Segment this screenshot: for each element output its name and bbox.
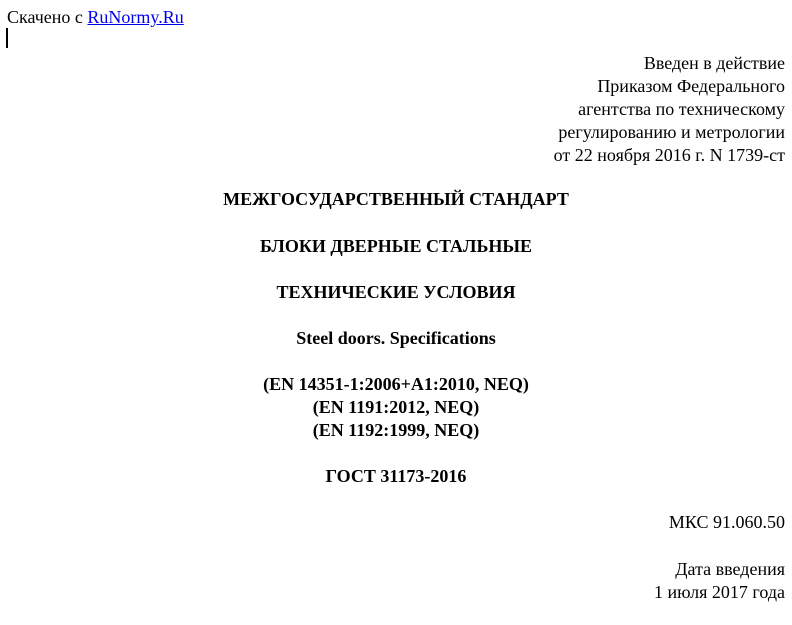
reference-line: (EN 1192:1999, NEQ) — [312, 420, 480, 440]
text-cursor — [6, 28, 8, 48]
reference-line: (EN 1191:2012, NEQ) — [312, 397, 480, 417]
enactment-line: Введен в действие — [643, 53, 785, 73]
standard-references — [0, 373, 792, 442]
intro-date-label: Дата введения — [675, 559, 785, 579]
mks-code: МКС 91.060.50 — [668, 512, 785, 532]
source-line — [7, 6, 184, 28]
enactment-line: от 22 ноября 2016 г. N 1739-ст — [553, 145, 785, 165]
enactment-line: Приказом Федерального — [597, 76, 785, 96]
document-title: БЛОКИ ДВЕРНЫЕ СТАЛЬНЫЕ — [259, 236, 533, 256]
document-subtitle: ТЕХНИЧЕСКИЕ УСЛОВИЯ — [276, 282, 516, 302]
enactment-block — [554, 52, 785, 167]
standard-type-heading: МЕЖГОСУДАРСТВЕННЫЙ СТАНДАРТ — [223, 189, 569, 209]
source-link[interactable]: RuNormy.Ru — [87, 7, 184, 27]
gost-code: ГОСТ 31173-2016 — [325, 466, 467, 486]
english-title: Steel doors. Specifications — [296, 328, 496, 348]
source-prefix: Скачено с — [7, 7, 88, 27]
enactment-line: регулированию и метрологии — [558, 122, 785, 142]
reference-line: (EN 14351-1:2006+A1:2010, NEQ) — [263, 374, 529, 394]
enactment-line: агентства по техническому — [578, 99, 785, 119]
intro-date-value: 1 июля 2017 года — [654, 582, 785, 602]
